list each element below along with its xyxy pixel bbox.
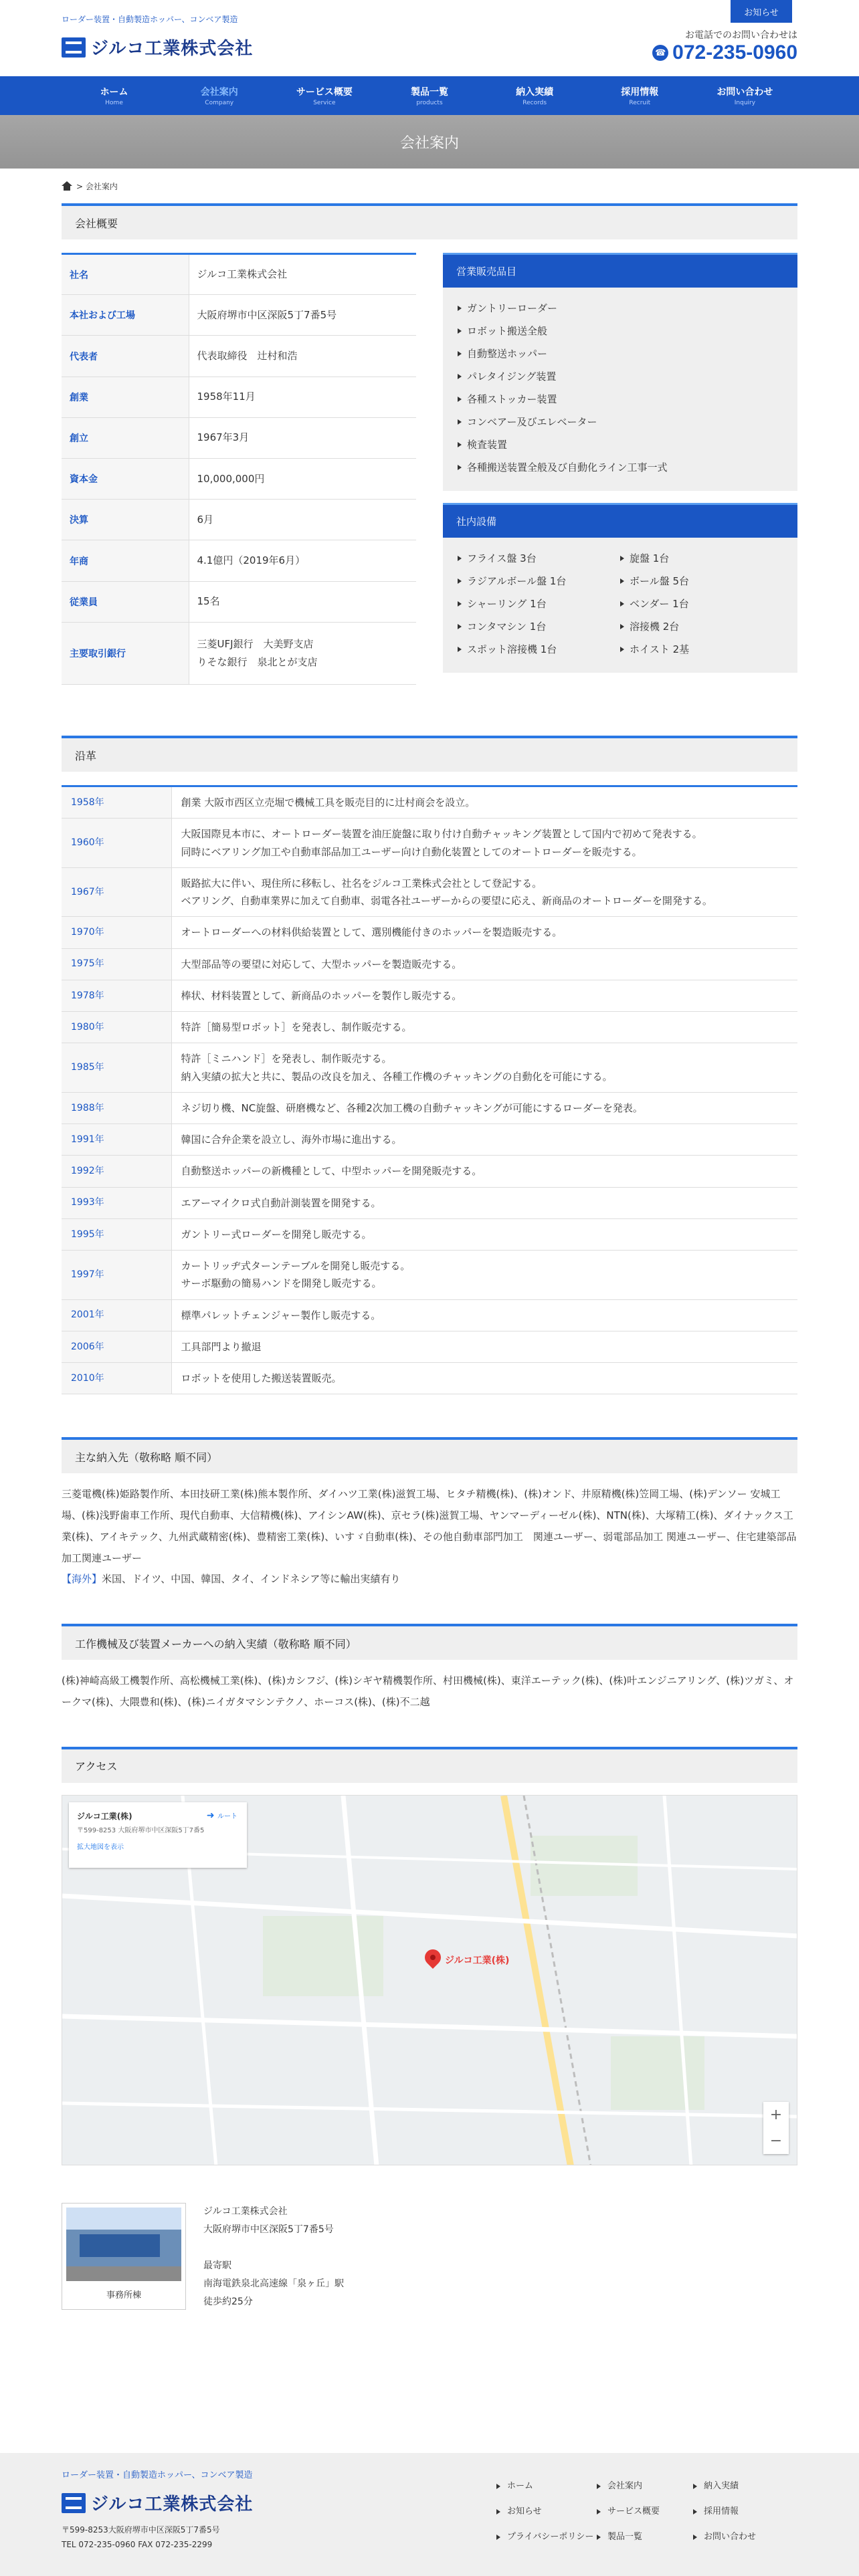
nav-sublabel: Recruit <box>629 100 651 106</box>
nav-sublabel: Service <box>313 100 336 106</box>
history-text: 標準パレットチェンジャー製作し販売する。 <box>171 1299 797 1331</box>
history-year: 2001年 <box>62 1299 171 1331</box>
table-row <box>62 1092 797 1123</box>
tel-link[interactable] <box>652 41 797 64</box>
row-value: 15名 <box>189 581 416 622</box>
row-value: 代表取締役 辻村和浩 <box>189 336 416 377</box>
table-row <box>62 295 416 336</box>
site-header <box>0 0 859 76</box>
footer-link[interactable]: サービス概要 <box>597 2502 693 2521</box>
list-item: ホイスト 2基 <box>620 638 783 661</box>
section-heading-overview: 会社概要 <box>62 203 797 239</box>
footer-logo-text: ジルコ工業株式会社 <box>91 2494 254 2514</box>
list-item: ラジアルボール盤 1台 <box>458 570 620 593</box>
history-text: 韓国に合弁企業を設立し、海外市場に進出する。 <box>171 1124 797 1156</box>
history-text: 特許［簡易型ロボット］を発表し、制作販売する。 <box>171 1012 797 1043</box>
table-row <box>62 417 416 458</box>
list-item: シャーリング 1台 <box>458 593 620 615</box>
history-text: 創業 大阪市西区立売堀で機械工具を販売目的に辻村商会を設立。 <box>171 786 797 819</box>
equipment-panel-heading: 社内設備 <box>443 503 797 538</box>
nav-label: 製品一覧 <box>410 87 448 98</box>
history-year: 1970年 <box>62 917 171 948</box>
row-key: 創業 <box>62 377 189 417</box>
footer-link[interactable]: お知らせ <box>496 2502 597 2521</box>
products-panel <box>443 253 797 491</box>
breadcrumb <box>62 169 797 203</box>
table-row <box>62 948 797 980</box>
table-row <box>62 622 416 684</box>
history-year: 1985年 <box>62 1043 171 1093</box>
equipment-panel <box>443 503 797 673</box>
table-row <box>62 1012 797 1043</box>
page-title: 会社案内 <box>399 134 459 152</box>
breadcrumb-current: > 会社案内 <box>76 181 118 191</box>
overview-table <box>62 253 416 685</box>
footer-link[interactable]: 採用情報 <box>693 2502 780 2521</box>
nav-label: 納入実績 <box>516 87 554 98</box>
footer-links <box>496 2477 780 2547</box>
list-item: コンタマシン 1台 <box>458 615 620 638</box>
history-year: 1992年 <box>62 1156 171 1187</box>
section-heading-makers: 工作機械及び装置メーカーへの納入実績（敬称略 順不同） <box>62 1624 797 1660</box>
table-row <box>62 1299 797 1331</box>
history-text: 大型部品等の要望に対応して、大型ホッパーを製造販売する。 <box>171 948 797 980</box>
site-footer <box>0 2453 859 2576</box>
nav-sublabel: Records <box>522 100 547 106</box>
history-year: 1958年 <box>62 786 171 819</box>
table-row <box>62 581 416 622</box>
makers-text: (株)神崎高級工機製作所、高松機械工業(株)、(株)カシフジ、(株)シギヤ精機製作所、村田機械(株)、東洋エーテック(株)、(株)叶エンジニアリング、(株)ツガミ、オークマ(株)、大隈豊和(株)、(株)ニイガタマシンテクノ、ホーコス(株)、(株)不二越 <box>62 1675 794 1709</box>
history-year: 1988年 <box>62 1092 171 1123</box>
logo-text: ジルコ工業株式会社 <box>91 39 254 59</box>
delivery-text: 三菱電機(株)姫路製作所、本田技研工業(株)熊本製作所、ダイハツ工業(株)滋賀工場、ヒタチ精機(株)、(株)オンド、井原精機(株)笠岡工場、(株)デンソー 安城工場、(株)浅野歯車工作所、現代自動車、大信精機(株)、アイシンAW(株)、京セラ(株)滋賀工場、ヤンマーディーゼル(株)、NTN(株)、大塚精工(株)、ダイナックス工業(株)、アイキテック、九州武蔵精密(株)、豊精密工業(株)、いすゞ自動車(株)、その他自動車部門加工 関連ユーザー、弱電部品加工 関連ユーザー、住宅建築部品加工関連ユーザー <box>62 1488 797 1564</box>
history-year: 1980年 <box>62 1012 171 1043</box>
row-key: 代表者 <box>62 336 189 377</box>
logo-icon <box>62 37 86 58</box>
table-row <box>62 1218 797 1250</box>
list-item: 検査装置 <box>458 433 783 456</box>
history-year: 1960年 <box>62 819 171 868</box>
list-item: 溶接機 2台 <box>620 615 783 638</box>
list-item: 各種搬送装置全般及び自動化ライン工事一式 <box>458 456 783 479</box>
nav-sublabel: Home <box>105 100 123 106</box>
footer-link[interactable]: プライバシーポリシー <box>496 2528 597 2547</box>
history-text: ロボットを使用した搬送装置販売。 <box>171 1363 797 1394</box>
tel-number: 072-235-0960 <box>672 41 797 64</box>
photo-caption: 事務所棟 <box>106 2290 141 2300</box>
row-key: 年商 <box>62 540 189 581</box>
delivery-text-block <box>62 1484 797 1590</box>
overview-section <box>62 253 797 685</box>
section-heading-delivery: 主な納入先（敬称略 順不同） <box>62 1437 797 1473</box>
list-item: ベンダー 1台 <box>620 593 783 615</box>
phone-icon: ☎ <box>652 45 668 61</box>
row-value: 10,000,000円 <box>189 459 416 500</box>
list-item: スポット溶接機 1台 <box>458 638 620 661</box>
section-heading-history: 沿革 <box>62 736 797 772</box>
office-photo <box>62 2203 186 2310</box>
map-enlarge-link[interactable]: 拡大地図を表示 <box>77 1843 124 1851</box>
nav-sublabel: products <box>416 100 443 106</box>
history-year: 1997年 <box>62 1251 171 1300</box>
nav-service[interactable] <box>272 76 377 115</box>
nav-home[interactable] <box>62 76 167 115</box>
map-info-title: ジルコ工業(株) <box>77 1811 132 1821</box>
footer-logo[interactable] <box>62 2490 253 2515</box>
nav-label: お問い合わせ <box>717 87 773 98</box>
table-row <box>62 1187 797 1218</box>
history-text: 自動整送ホッパーの新機種として、中型ホッパーを開発販売する。 <box>171 1156 797 1187</box>
table-row <box>62 377 416 417</box>
nav-recruit[interactable] <box>587 76 692 115</box>
nav-products[interactable] <box>377 76 482 115</box>
nav-sublabel: Company <box>205 100 234 106</box>
history-text: 大阪国際見本市に、オートローダー装置を油圧旋盤に取り付け自動チャッキング装置として国内で初めて発表する。 同時にベアリング加工や自動車部品加工ユーザー向け自動化装置としてのオートローダーを販売する。 <box>171 819 797 868</box>
table-row <box>62 867 797 917</box>
table-row <box>62 1043 797 1093</box>
list-item: パレタイジング装置 <box>458 365 783 388</box>
history-text: エアーマイクロ式自動計測装置を開発する。 <box>171 1187 797 1218</box>
footer-link[interactable]: 会社案内 <box>597 2477 693 2496</box>
nav-inquiry[interactable] <box>692 76 797 115</box>
map-pin-label: ジルコ工業(株) <box>445 1955 510 1966</box>
table-row <box>62 336 416 377</box>
nav-label: サービス概要 <box>296 87 353 98</box>
row-key: 従業員 <box>62 581 189 622</box>
list-item: ボール盤 5台 <box>620 570 783 593</box>
history-table <box>62 785 797 1394</box>
list-item: ガントリーローダー <box>458 297 783 320</box>
row-value: 4.1億円（2019年6月） <box>189 540 416 581</box>
page-title-banner <box>0 115 859 169</box>
footer-link[interactable]: 製品一覧 <box>597 2528 693 2547</box>
notice-button[interactable]: お知らせ <box>731 0 792 23</box>
history-text: 特許［ミニハンド］を発表し、制作販売する。 納入実績の拡大と共に、製品の改良を加え、各種工作機のチャッキングの自動化を可能にする。 <box>171 1043 797 1093</box>
row-key: 資本金 <box>62 459 189 500</box>
site-logo[interactable] <box>62 35 253 60</box>
office-building-image <box>66 2208 181 2281</box>
section-heading-access: アクセス <box>62 1747 797 1783</box>
history-year: 2010年 <box>62 1363 171 1394</box>
nav-label: ホーム <box>100 87 128 98</box>
footer-link[interactable]: お問い合わせ <box>693 2528 780 2547</box>
table-row <box>62 1331 797 1362</box>
map-info-card <box>69 1802 247 1868</box>
products-panel-heading: 営業販売品目 <box>443 253 797 288</box>
row-value: 大阪府堺市中区深阪5丁7番5号 <box>189 295 416 336</box>
directions-label: ルート <box>217 1812 237 1820</box>
list-item: ロボット搬送全般 <box>458 320 783 342</box>
google-map[interactable] <box>62 1795 797 2165</box>
history-year: 1993年 <box>62 1187 171 1218</box>
nav-label: 採用情報 <box>621 87 659 98</box>
map-info-address: 〒599-8253 大阪府堺市中区深阪5丁7番5 <box>77 1826 205 1834</box>
row-key: 創立 <box>62 417 189 458</box>
history-text: オートローダーへの材料供給装置として、選別機能付きのホッパーを製造販売する。 <box>171 917 797 948</box>
table-row <box>62 500 416 540</box>
row-value: 1958年11月 <box>189 377 416 417</box>
directions-icon: ➜ <box>206 1810 215 1821</box>
row-key: 主要取引銀行 <box>62 622 189 684</box>
history-year: 1967年 <box>62 867 171 917</box>
table-row <box>62 786 797 819</box>
row-value: ジルコ工業株式会社 <box>189 254 416 295</box>
global-nav <box>0 76 859 115</box>
home-icon[interactable] <box>62 181 72 191</box>
history-year: 1978年 <box>62 980 171 1011</box>
nav-records[interactable] <box>482 76 587 115</box>
address-block: ジルコ工業株式会社 大阪府堺市中区深阪5丁7番5号 最寄駅 南海電鉄泉北高速線「泉ヶ丘」駅 徒歩約25分 <box>203 2206 344 2307</box>
table-row <box>62 459 416 500</box>
history-text: ネジ切り機、NC旋盤、研磨機など、各種2次加工機の自動チャッキングが可能にするローダーを発表。 <box>171 1092 797 1123</box>
table-row <box>62 819 797 868</box>
overseas-label: 【海外】 <box>62 1573 102 1586</box>
logo-icon <box>62 2493 86 2513</box>
map-zoom-control <box>763 2102 789 2154</box>
list-item: フライス盤 3台 <box>458 547 620 570</box>
history-text: ガントリー式ローダーを開発し販売する。 <box>171 1218 797 1250</box>
row-value: 1967年3月 <box>189 417 416 458</box>
list-item: コンベアー及びエレベーター <box>458 411 783 433</box>
header-tagline: ローダー装置・自動製造ホッパー、コンベア製造 <box>62 15 238 24</box>
list-item: 自動整送ホッパー <box>458 342 783 365</box>
history-year: 1995年 <box>62 1218 171 1250</box>
row-key: 本社および工場 <box>62 295 189 336</box>
nav-sublabel: Inquiry <box>734 100 756 106</box>
footer-link[interactable]: 納入実績 <box>693 2477 780 2496</box>
table-row <box>62 254 416 295</box>
history-year: 1991年 <box>62 1124 171 1156</box>
list-item: 各種ストッカー装置 <box>458 388 783 411</box>
history-text: 工具部門より撤退 <box>171 1331 797 1362</box>
zoom-out-button[interactable]: − <box>769 2132 783 2149</box>
directions-button[interactable] <box>207 1810 237 1821</box>
row-key: 決算 <box>62 500 189 540</box>
row-key: 社名 <box>62 254 189 295</box>
table-row <box>62 1156 797 1187</box>
footer-address: 〒599-8253大阪府堺市中区深阪5丁7番5号 TEL 072-235-0960 FAX 072-235-2299 <box>62 2525 220 2549</box>
table-row <box>62 540 416 581</box>
history-year: 1975年 <box>62 948 171 980</box>
zoom-in-button[interactable]: + <box>769 2106 783 2123</box>
table-row <box>62 917 797 948</box>
nav-label: 会社案内 <box>200 87 238 98</box>
history-text: 棒状、材料装置として、新商品のホッパーを製作し販売する。 <box>171 980 797 1011</box>
row-value: 6月 <box>189 500 416 540</box>
row-value: 三菱UFJ銀行 大美野支店 りそな銀行 泉北とが支店 <box>189 622 416 684</box>
table-row <box>62 1124 797 1156</box>
access-info <box>62 2203 797 2311</box>
nav-company[interactable] <box>167 76 272 115</box>
tel-caption: お電話でのお問い合わせは <box>685 30 797 41</box>
overview-side <box>443 253 797 685</box>
history-text: 販路拡大に伴い、現住所に移転し、社名をジルコ工業株式会社として登記する。 ベアリング、自動車業界に加えて自動車、弱電各社ユーザーからの要望に応え、新商品のオートローダーを開発する。 <box>171 867 797 917</box>
list-item: 旋盤 1台 <box>620 547 783 570</box>
footer-link[interactable]: ホーム <box>496 2477 597 2496</box>
table-row <box>62 980 797 1011</box>
history-text: カートリッヂ式ターンテーブルを開発し販売する。 サーボ駆動の簡易ハンドを開発し販売する。 <box>171 1251 797 1300</box>
table-row <box>62 1251 797 1300</box>
table-row <box>62 1363 797 1394</box>
history-year: 2006年 <box>62 1331 171 1362</box>
overseas-text: 米国、ドイツ、中国、韓国、タイ、インドネシア等に輸出実績有り <box>102 1573 401 1586</box>
footer-tagline: ローダー装置・自動製造ホッパー、コンベア製造 <box>62 2470 253 2480</box>
